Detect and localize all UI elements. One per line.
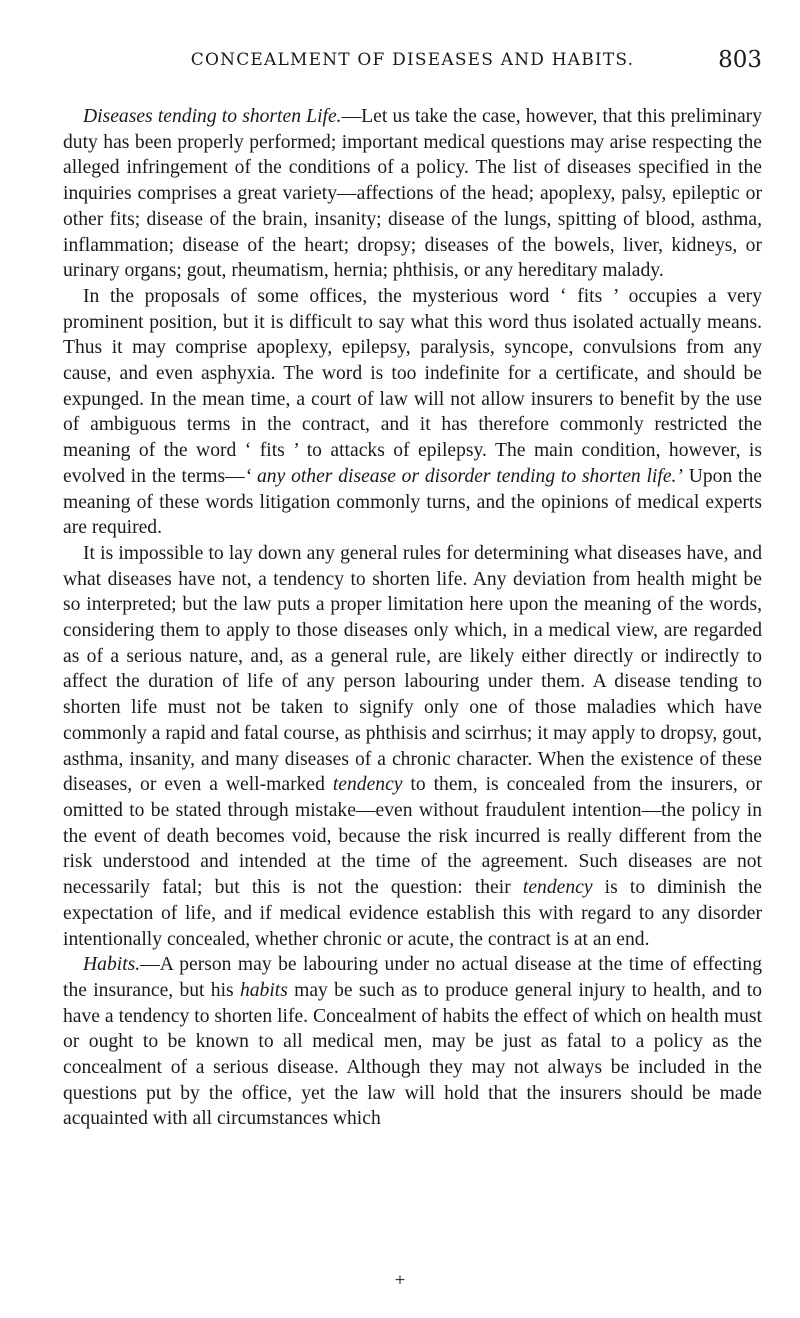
paragraph-general-rules (63, 541, 762, 952)
paragraph-fits (63, 284, 762, 541)
footer-mark: + (394, 1272, 406, 1288)
paragraph-habits (63, 952, 762, 1132)
running-title: CONCEALMENT OF DISEASES AND HABITS. (190, 50, 635, 70)
paragraph-text: —A person may be labouring under no actual disease at the time of effecting the insurance, but his (63, 954, 762, 1001)
section-heading-diseases: Diseases tending to shorten Life. (83, 106, 342, 127)
paragraph-diseases-tending (63, 104, 762, 284)
paragraph-text: is to diminish the expectation of life, and if medical evidence establish this with regard to any disorder intentionally concealed, whether chronic or acute, the contract is at an end. (63, 877, 762, 950)
body-text (63, 104, 762, 1132)
paragraph-text: may be such as to produce general injury to health, and to have a tendency to shorten life. Concealment of habits the effect of which on health must or ought to be known to all medical men, may be just as fatal to a policy as the concealment of a serious disease. Although they may not always be included in the questions put by the office, yet the law will hold that the insurers should be made acquainted with all circumstances which (63, 979, 762, 1130)
paragraph-text: It is impossible to lay down any general rules for determining what diseases have, and what diseases have not, a tendency to shorten life. Any deviation from health might be so interpreted; but the law puts a proper limitation here upon the meaning of the words, considering them to apply to those diseases only which, in a medical view, are regarded as of a serious nature, and, as a general rule, are likely either directly or indirectly to affect the duration of life of any person labouring under them. A disease tending to shorten life must not be taken to signify only one of those maladies which have commonly a rapid and fatal course, as phthisis and scirrhus; it may apply to dropsy, gout, asthma, insanity, and many diseases of a chronic character. When the existence of these diseases, or even a well-marked (63, 542, 762, 796)
paragraph-text: In the proposals of some offices, the mysterious word ‘ fits ’ occupies a very prominent position, but it is difficult to say what this word thus isolated actually means. Thus it may comprise apoplexy, epilepsy, paralysis, syncope, convulsions from any cause, and even asphyxia. The word is too indefinite for a certificate, and should be expunged. In the mean time, a court of law will not allow insurers to benefit by the use of ambiguous terms in the contract, and it has therefore commonly restricted the meaning of the word ‘ fits ’ to attacks of epilepsy. The main condition, however, is evolved in the terms— (63, 285, 762, 487)
paragraph-text: —Let us take the case, however, that this preliminary duty has been properly performed; important medical questions may arise respecting the alleged infringement of the conditions of a policy. The list of diseases specified in the inquiries comprises a great variety—affections of the head; apoplexy, palsy, epileptic or other fits; disease of the brain, insanity; disease of the lungs, spitting of blood, asthma, inflammation; disease of the heart; dropsy; diseases of the bowels, liver, kidneys, or urinary organs; gout, rheumatism, hernia; phthisis, or any hereditary malady. (63, 106, 762, 282)
running-head (63, 40, 762, 80)
paragraph-text: to them, is concealed from the insurers, or omitted to be stated through mistake—even without fraudulent intention—the policy in the event of death becomes void, because the risk incurred is really different from the risk understood and intended at the time of the agreement. Such diseases are not necessarily fatal; but this is not the question: their (63, 774, 762, 899)
emphasized-word: habits (239, 979, 288, 1001)
page-number: 803 (718, 47, 762, 73)
section-heading-habits: Habits. (83, 954, 141, 976)
emphasized-quote: ‘ any other disease or disorder tending to shorten life.’ (244, 465, 683, 487)
paragraph-text: Upon the meaning of these words litigation commonly turns, and the opinions of medical experts are required. (63, 465, 762, 539)
emphasized-word: tendency (522, 877, 593, 899)
emphasized-word: tendency (332, 774, 403, 796)
